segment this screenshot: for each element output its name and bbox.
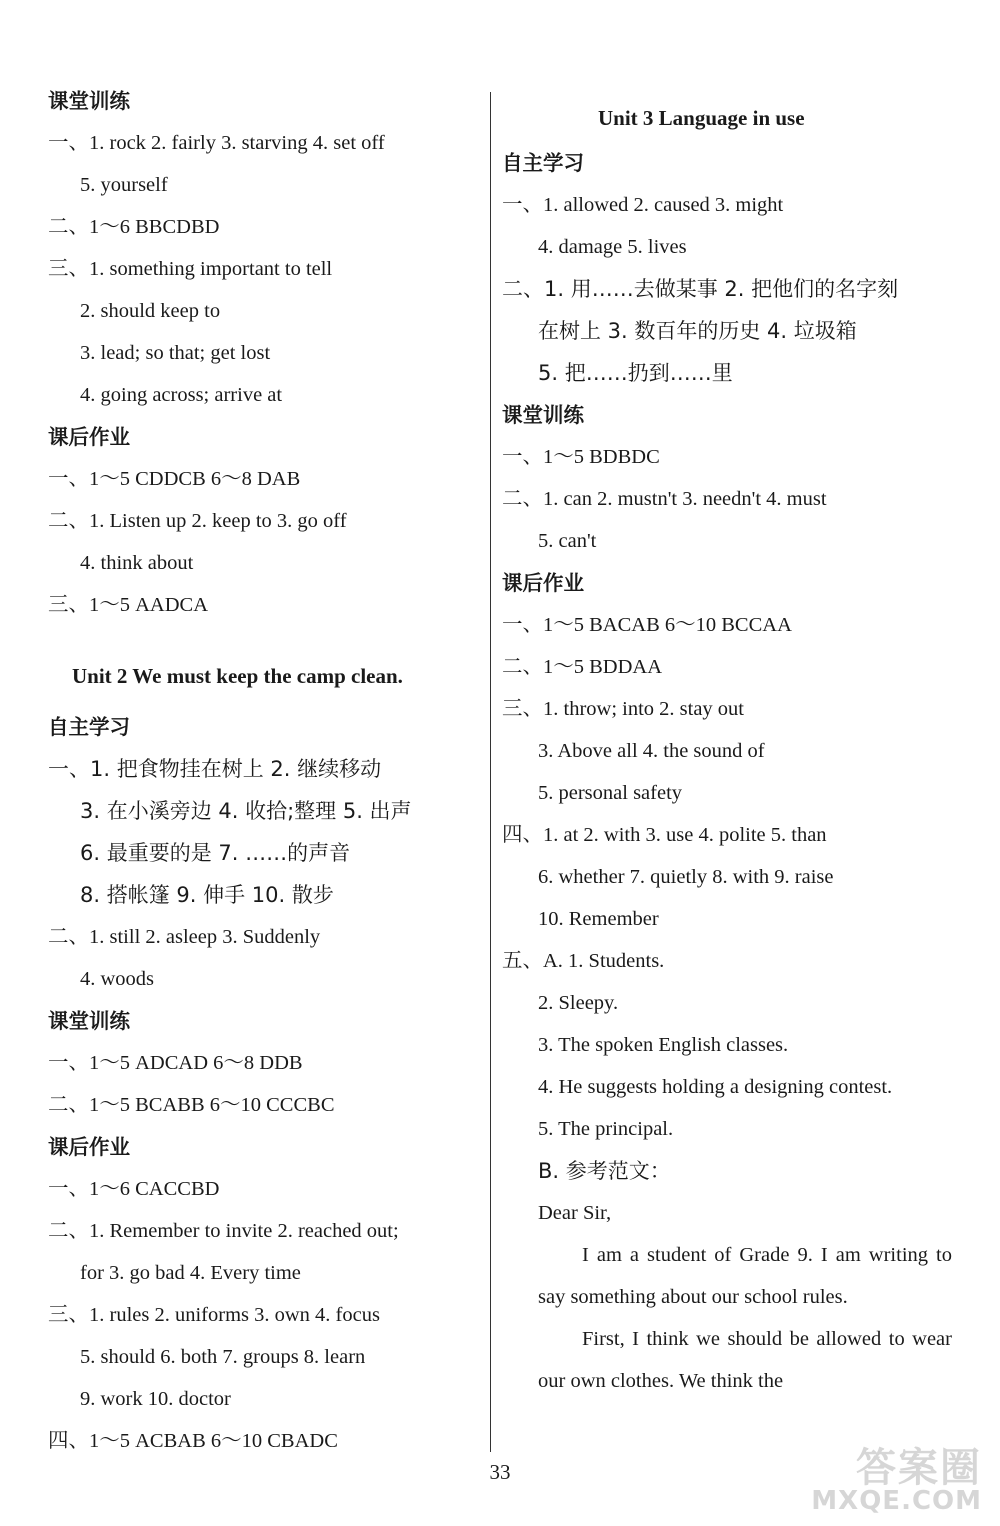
- watermark-en: MXQE.COM: [811, 1486, 982, 1516]
- answer-line: 一、1. allowed 2. caused 3. might: [502, 194, 784, 216]
- answer-line: 10. Remember: [538, 908, 659, 930]
- answer-line: 一、1～5 CDDCB 6～8 DAB: [48, 468, 301, 490]
- answer-line: 4. woods: [80, 968, 155, 990]
- answer-line: 4. going across; arrive at: [80, 384, 283, 406]
- section-heading: 课堂训练: [502, 403, 584, 427]
- answer-line: 5. can't: [538, 530, 597, 552]
- column-divider: [490, 92, 491, 1452]
- section-heading: 课后作业: [48, 425, 130, 449]
- section-heading: 自主学习: [502, 151, 584, 175]
- watermark-cn: 答案圈: [856, 1445, 982, 1491]
- answer-line: 二、1. 用……去做某事 2. 把他们的名字刻: [502, 277, 899, 301]
- section-heading: 自主学习: [48, 715, 130, 739]
- answer-line: 6. 最重要的是 7. ……的声音: [80, 841, 351, 865]
- answer-line: 5. should 6. both 7. groups 8. learn: [80, 1346, 366, 1368]
- answer-line: 4. damage 5. lives: [538, 236, 687, 258]
- answer-line: 8. 搭帐篷 9. 伸手 10. 散步: [80, 883, 334, 907]
- answer-line: 二、1. Listen up 2. keep to 3. go off: [48, 510, 347, 532]
- unit-title: Unit 2 We must keep the camp clean.: [72, 664, 403, 688]
- answer-line: 6. whether 7. quietly 8. with 9. raise: [538, 866, 834, 888]
- left-column: [48, 80, 478, 1462]
- answer-line: for 3. go bad 4. Every time: [80, 1262, 301, 1284]
- answer-line: 3. The spoken English classes.: [538, 1034, 789, 1056]
- section-heading: 课后作业: [502, 571, 584, 595]
- answer-line: 一、1～5 BACAB 6～10 BCCAA: [502, 614, 792, 636]
- answer-line: 3. 在小溪旁边 4. 收拾;整理 5. 出声: [80, 799, 412, 823]
- answer-line: 5. personal safety: [538, 782, 683, 804]
- answer-line: 一、1. 把食物挂在树上 2. 继续移动: [48, 757, 382, 781]
- answer-line: 三、1～5 AADCA: [48, 594, 209, 616]
- answer-line: 3. Above all 4. the sound of: [538, 740, 765, 762]
- essay-paragraph: I am a student of Grade 9. I am writing to say something about our school rules.: [538, 1244, 952, 1308]
- answer-line: 2. should keep to: [80, 300, 221, 322]
- watermark-logo: [811, 1445, 982, 1516]
- answer-line: 5. 把……扔到……里: [538, 361, 733, 385]
- answer-line: 二、1～6 BBCDBD: [48, 216, 220, 238]
- answer-line: 二、1～5 BDDAA: [502, 656, 663, 678]
- section-heading: 课后作业: [48, 1135, 130, 1159]
- answer-line: 三、1. rules 2. uniforms 3. own 4. focus: [48, 1304, 380, 1326]
- answer-line: 五、A. 1. Students.: [502, 950, 665, 972]
- answer-line: 四、1. at 2. with 3. use 4. polite 5. than: [502, 824, 827, 846]
- answer-line: 二、1. still 2. asleep 3. Suddenly: [48, 926, 321, 948]
- answer-line: B. 参考范文：: [538, 1159, 671, 1183]
- essay-paragraph: First, I think we should be allowed to wear our own clothes. We think the: [538, 1328, 952, 1392]
- answer-line: 二、1. Remember to invite 2. reached out;: [48, 1220, 399, 1242]
- unit-title: Unit 3 Language in use: [598, 106, 805, 130]
- answer-line: 4. think about: [80, 552, 194, 574]
- answer-line: 二、1～5 BCABB 6～10 CCCBC: [48, 1094, 335, 1116]
- answer-line: 9. work 10. doctor: [80, 1388, 231, 1410]
- answer-line: 4. He suggests holding a designing contest.: [538, 1076, 893, 1098]
- answer-line: 在树上 3. 数百年的历史 4. 垃圾箱: [538, 319, 857, 343]
- page-number: 33: [489, 1460, 511, 1484]
- answer-line: 三、1. throw; into 2. stay out: [502, 698, 745, 720]
- right-column: [502, 80, 952, 1402]
- answer-line: 一、1～5 ADCAD 6～8 DDB: [48, 1052, 303, 1074]
- answer-line: 三、1. something important to tell: [48, 258, 333, 280]
- section-heading: 课堂训练: [48, 89, 130, 113]
- answer-line: 二、1. can 2. mustn't 3. needn't 4. must: [502, 488, 827, 510]
- answer-line: 3. lead; so that; get lost: [80, 342, 271, 364]
- answer-line: 一、1. rock 2. fairly 3. starving 4. set off: [48, 132, 385, 154]
- section-heading: 课堂训练: [48, 1009, 130, 1033]
- answer-line: 一、1～6 CACCBD: [48, 1178, 220, 1200]
- answer-line: 5. yourself: [80, 174, 168, 196]
- answer-line: 2. Sleepy.: [538, 992, 619, 1014]
- answer-line: 四、1～5 ACBAB 6～10 CBADC: [48, 1430, 338, 1452]
- answer-line: 一、1～5 BDBDC: [502, 446, 660, 468]
- answer-line: Dear Sir,: [538, 1202, 612, 1224]
- answer-line: 5. The principal.: [538, 1118, 674, 1140]
